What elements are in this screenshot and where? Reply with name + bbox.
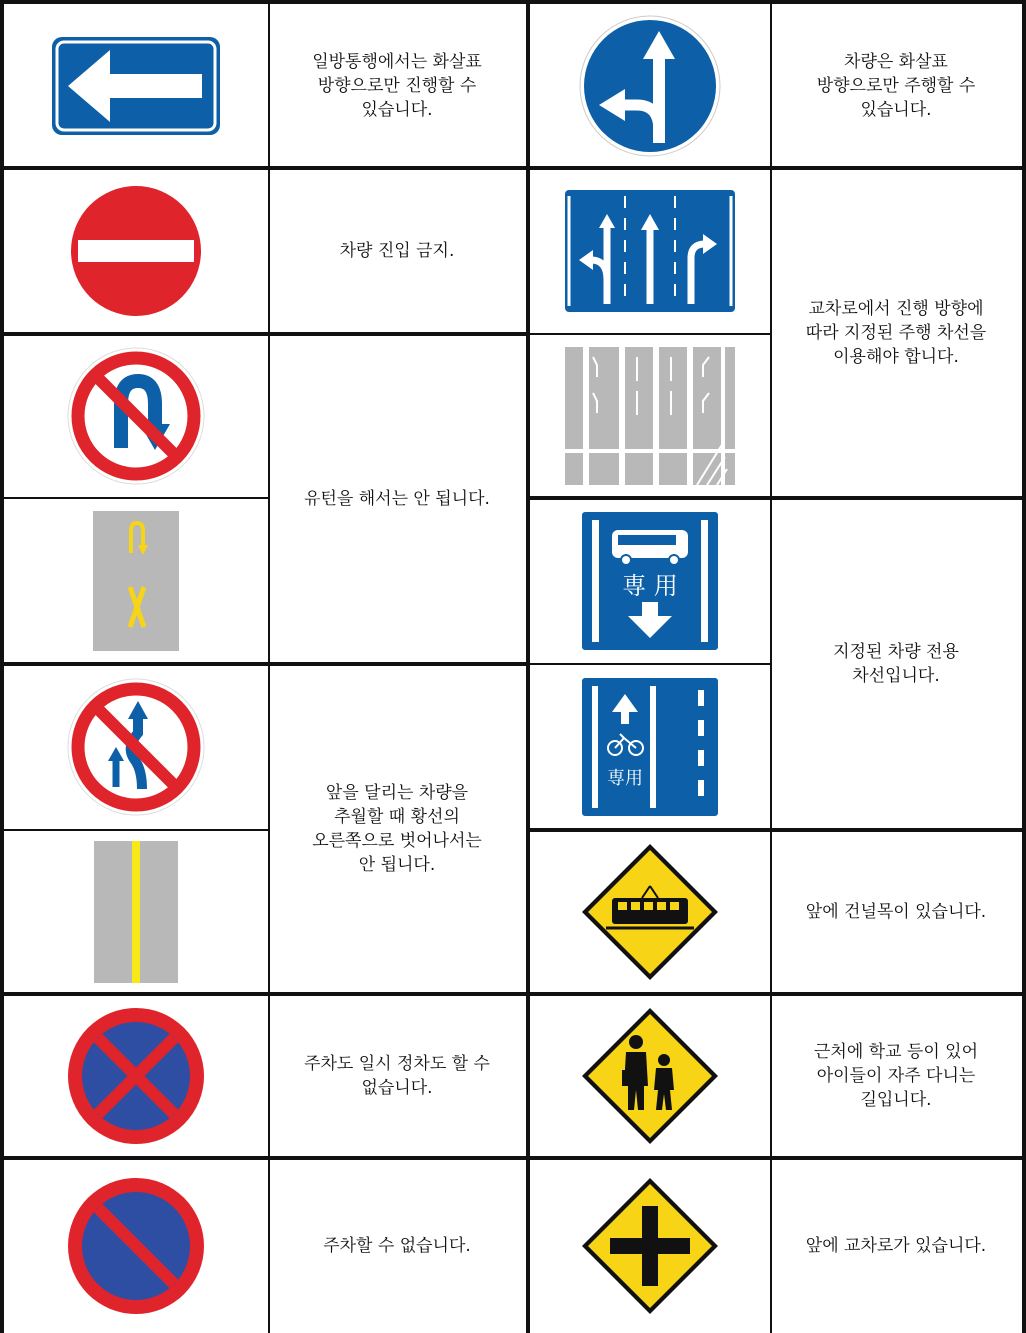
lane-direction-description: 교차로에서 진행 방향에 따라 지정된 주행 차선을 이용해야 합니다. <box>805 299 987 367</box>
bus-lane-sign-cell <box>530 498 770 664</box>
direction-only-sign-cell <box>530 4 770 168</box>
bicycle-lane-sign-text: 専用 <box>607 768 643 789</box>
no-parking-description: 주차할 수 없습니다. <box>323 1235 471 1256</box>
railroad-crossing-warning-sign-icon <box>580 842 720 982</box>
left-arrow-sign-icon <box>50 35 222 137</box>
bicycle-lane-sign-cell <box>530 664 770 830</box>
intersection-description: 앞에 교차로가 있습니다. <box>805 1235 987 1256</box>
railroad-crossing-description: 앞에 건널목이 있습니다. <box>805 902 987 922</box>
school-zone-warning-sign-icon <box>580 1006 720 1146</box>
direction-only-description: 차량은 화살표 방향으로만 주행할 수 있습니다. <box>816 52 976 120</box>
intersection-warning-sign-icon <box>580 1176 720 1316</box>
no-overtaking-sign-icon <box>66 677 206 817</box>
intersection-sign-cell <box>530 1158 770 1333</box>
no-u-turn-road-marking-icon <box>93 511 179 651</box>
no-overtaking-sign-cell <box>4 664 268 830</box>
one-way-sign-cell <box>4 4 268 168</box>
bicycle-lane-sign-icon <box>580 676 720 818</box>
no-overtaking-description: 앞을 달리는 차량을 추월할 때 황선의 오른쪽으로 벗어나서는 안 됩니다. <box>312 783 482 875</box>
no-entry-description: 차량 진입 금지. <box>339 241 455 261</box>
no-entry-sign-cell <box>4 168 268 334</box>
lane-direction-marking-cell <box>530 334 770 498</box>
lane-direction-sign-cell <box>530 168 770 334</box>
lane-direction-sign-icon <box>563 188 737 314</box>
no-u-turn-marking-cell <box>4 498 268 664</box>
no-stopping-description: 주차도 일시 정차도 할 수 없습니다. <box>304 1054 490 1098</box>
no-stopping-sign-cell <box>4 994 268 1158</box>
no-u-turn-sign-icon <box>66 346 206 486</box>
lane-direction-road-marking-icon <box>563 347 737 485</box>
center-line-marking-cell <box>4 830 268 994</box>
straight-left-only-sign-icon <box>579 15 721 157</box>
yellow-center-line-marking-icon <box>94 841 178 983</box>
no-parking-sign-cell <box>4 1158 268 1333</box>
no-parking-sign-icon <box>66 1176 206 1316</box>
exclusive-lane-description: 지정된 차량 전용 차선입니다. <box>833 642 959 686</box>
railroad-crossing-sign-cell <box>530 830 770 994</box>
no-u-turn-description: 유턴을 해서는 안 됩니다. <box>304 489 490 509</box>
no-u-turn-sign-cell <box>4 334 268 498</box>
no-stopping-sign-icon <box>66 1006 206 1146</box>
one-way-description: 일방통행에서는 화살표 방향으로만 진행할 수 있습니다. <box>312 52 482 120</box>
school-zone-description: 근처에 학교 등이 있어 아이들이 자주 다니는 길입니다. <box>813 1042 978 1110</box>
no-entry-sign-icon <box>66 181 206 321</box>
school-zone-sign-cell <box>530 994 770 1158</box>
bus-lane-sign-text: 専 用 <box>622 572 678 600</box>
bus-lane-sign-icon <box>580 510 720 652</box>
